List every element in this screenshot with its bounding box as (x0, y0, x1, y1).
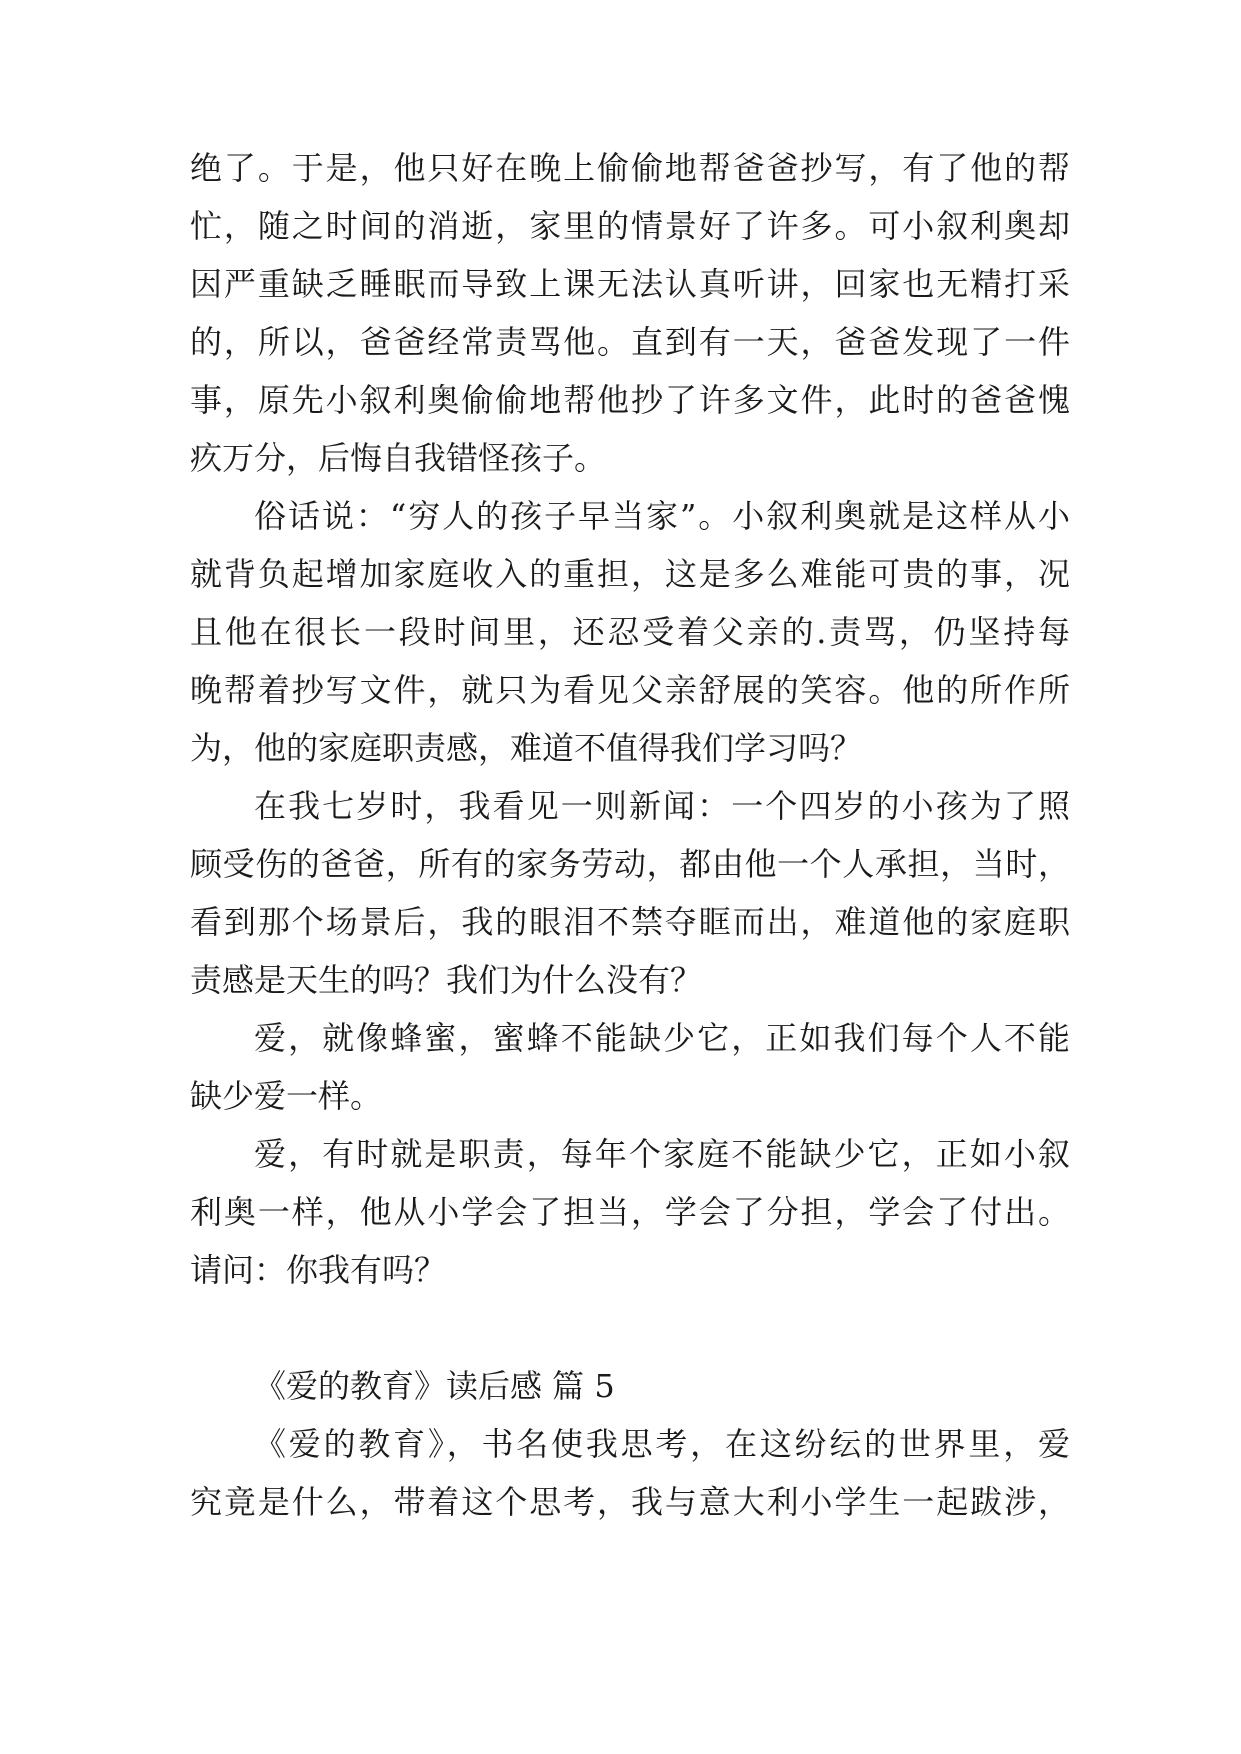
text-line: 请问：你我有吗？ (190, 1251, 447, 1289)
paragraph-first-line: 《爱的教育》，书名使我思考，在这纷纭的世界里，爱 (254, 1425, 1070, 1463)
text-line: 究竟是什么，带着这个思考，我与意大利小学生一起跋涉， (190, 1483, 1070, 1521)
text-line: 顾受伤的爸爸，所有的家务劳动，都由他一个人承担，当时， (190, 845, 1070, 883)
text-line: 为，他的家庭职责感，难道不值得我们学习吗？ (190, 729, 863, 767)
text-line: 因严重缺乏睡眠而导致上课无法认真听讲，回家也无精打采 (190, 265, 1070, 303)
section-heading: 《爱的教育》读后感 篇 5 (254, 1367, 615, 1405)
text-line: 看到那个场景后，我的眼泪不禁夺眶而出，难道他的家庭职 (190, 903, 1070, 941)
text-line: 事，原先小叙利奥偷偷地帮他抄了许多文件，此时的爸爸愧 (190, 381, 1070, 419)
text-line: 就背负起增加家庭收入的重担，这是多么难能可贵的事，况 (190, 555, 1070, 593)
text-line: 疚万分，后悔自我错怪孩子。 (190, 439, 607, 477)
text-line: 且他在很长一段时间里，还忍受着父亲的.责骂，仍坚持每 (190, 613, 1070, 651)
text-line: 的，所以，爸爸经常责骂他。直到有一天，爸爸发现了一件 (190, 323, 1070, 361)
paragraph-first-line: 爱，有时就是职责，每年个家庭不能缺少它，正如小叙 (254, 1135, 1070, 1173)
paragraph-first-line: 在我七岁时，我看见一则新闻：一个四岁的小孩为了照 (254, 787, 1070, 825)
text-line: 责感是天生的吗？我们为什么没有？ (190, 961, 703, 999)
text-line: 缺少爱一样。 (190, 1077, 383, 1115)
paragraph-first-line: 爱，就像蜂蜜，蜜蜂不能缺少它，正如我们每个人不能 (254, 1019, 1070, 1057)
text-line: 利奥一样，他从小学会了担当，学会了分担，学会了付出。 (190, 1193, 1070, 1231)
text-line: 晚帮着抄写文件，就只为看见父亲舒展的笑容。他的所作所 (190, 671, 1070, 709)
paragraph-first-line: 俗话说：“穷人的孩子早当家”。小叙利奥就是这样从小 (254, 497, 1070, 535)
text-line: 绝了。于是，他只好在晚上偷偷地帮爸爸抄写，有了他的帮 (190, 149, 1070, 187)
text-line: 忙，随之时间的消逝，家里的情景好了许多。可小叙利奥却 (190, 207, 1070, 245)
